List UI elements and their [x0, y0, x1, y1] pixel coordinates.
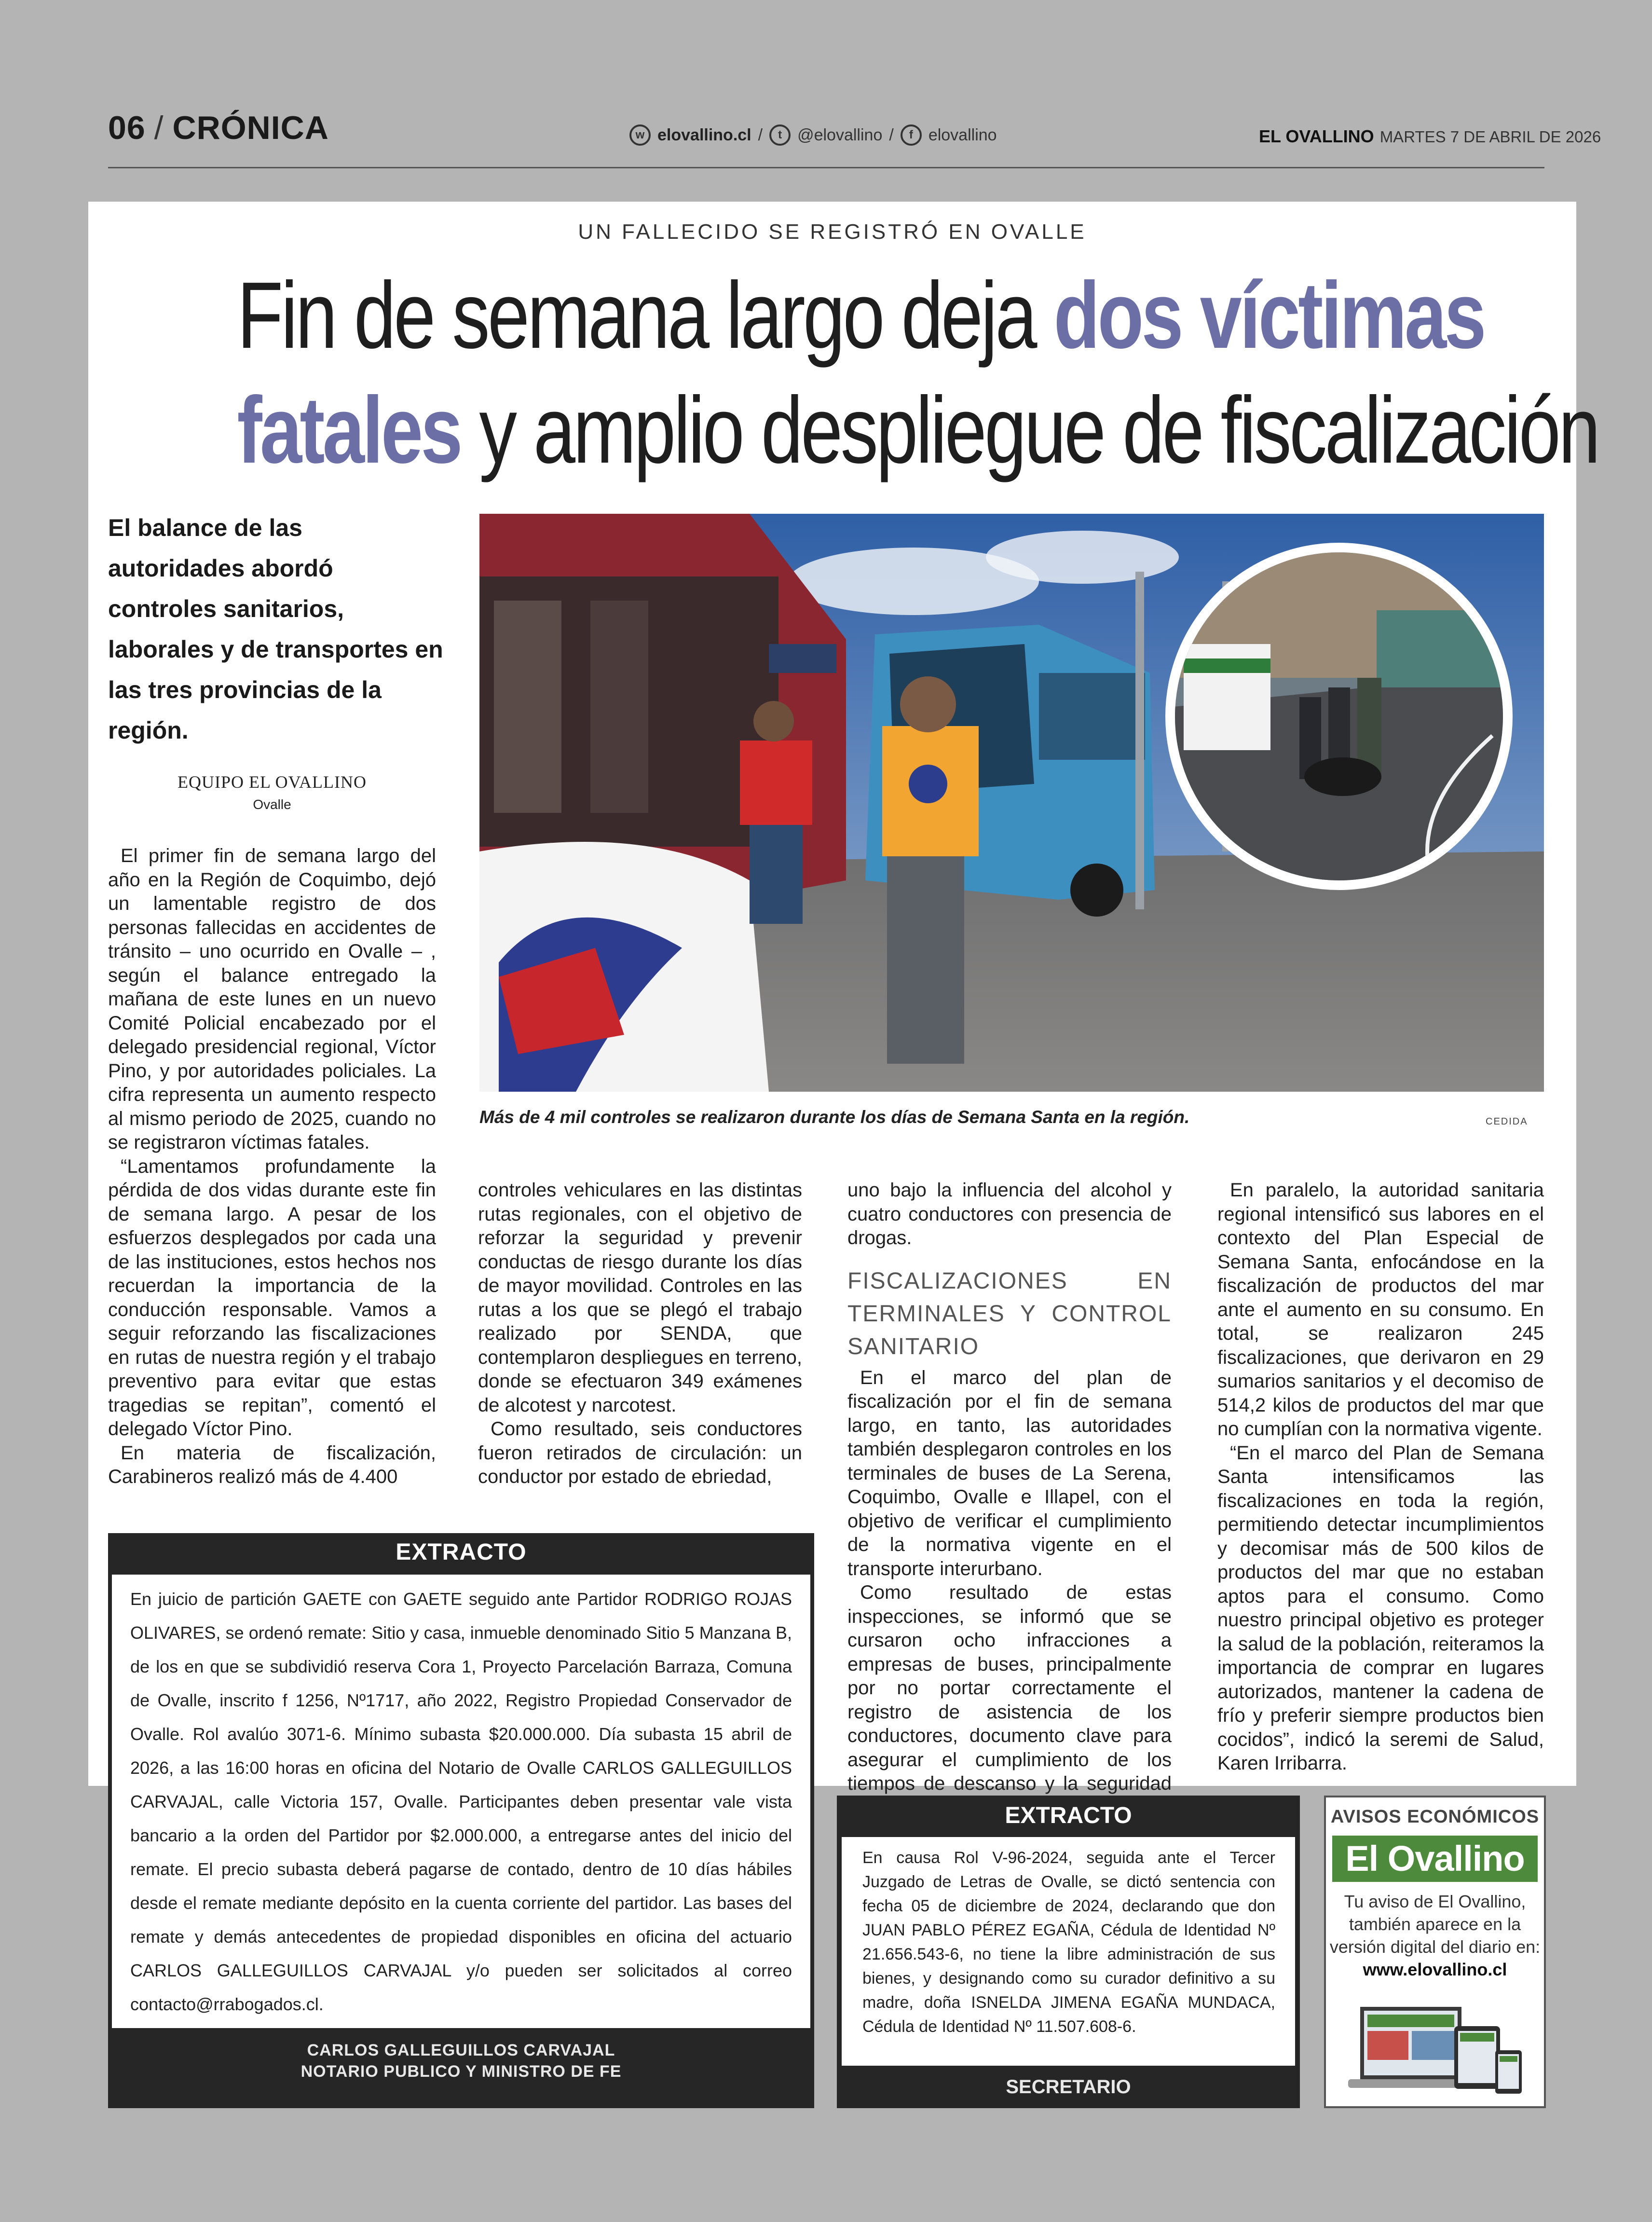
- twitter-handle[interactable]: @elovallino: [797, 125, 883, 144]
- article-column-4: [1217, 1179, 1544, 1776]
- photo-caption: Más de 4 mil controles se realizaron durante los días de Semana Santa en la región.: [479, 1107, 1190, 1127]
- extracto-text: En juicio de partición GAETE con GAETE seguido ante Partidor RODRIGO ROJAS OLIVARES, se ordenó remate: Sitio y casa, inmueble denominado Sitio 5 Manzana B, de los en que se subdividió reserva Cora 1, Proyecto Parcelación Barraza, Comuna de Ovalle, inscrito f 1256, Nº1717, año 2022, Registro Propiedad Conservador de Ovalle. Rol avalúo 3071-6. Mínimo subasta $20.000.000. Día subasta 15 abril de 2026, a las 16:00 horas en oficina del Notario de Ovalle CARLOS GALLEGUILLOS CARVAJAL, calle Victoria 157, Ovalle. Participantes deben presentar vale vista bancario a la orden del Partidor por $2.000.000, a entregarse antes del inicio del remate. El precio subasta deberá pagarse de contado, dentro de 10 días hábiles desde el remate mediante depósito en la cuenta corriente del partidor. Las bases del remate y demás antecedentes de propiedad disponibles en oficina del actuario CARLOS GALLEGUILLOS CARVAJAL y/o pueden ser solicitados al correo contacto@rrabogados.cl.: [130, 1589, 792, 2014]
- facebook-handle[interactable]: elovallino: [928, 125, 997, 144]
- byline-city: Ovalle: [253, 797, 291, 812]
- masthead-date: [1259, 126, 1601, 147]
- twitter-icon: t: [769, 124, 791, 146]
- extracto-signature: CARLOS GALLEGUILLOS CARVAJAL NOTARIO PUBLICO Y MINISTRO DE FE: [300, 2041, 622, 2081]
- page-number: 06: [108, 110, 146, 146]
- paragraph: En el marco del plan de fiscalización por el fin de semana largo, en tanto, las autoridades también desplegaron controles en los terminales de buses de La Serena, Coquimbo, Ovalle e Illapel, con el objetivo de verificar el cumplimiento de la normativa vigente en el transporte interurbano.: [847, 1367, 1172, 1579]
- extracto-text: En causa Rol V-96-2024, seguida ante el Tercer Juzgado de Letras de Ovalle, se dictó sentencia con fecha 05 de diciembre de 2024, declarando que don JUAN PABLO PÉREZ EGAÑA, Cédula de Identidad Nº 21.656.543-6, no tiene la libre administración de sus bienes, y designando como su curador definitivo a su madre, doña ISNELDA JIMENA EGAÑA MUNDACA, Cédula de Identidad Nº 11.507.608-6.: [862, 1849, 1275, 2036]
- article-subhead: FISCALIZACIONES EN TERMINALES Y CONTROL SANITARIO: [847, 1268, 1172, 1359]
- classifieds-text: Tu aviso de El Ovallino, también aparece en la versión digital del diario en: www.elovallino.cl: [1329, 1892, 1541, 1979]
- paragraph: uno bajo la influencia del alcohol y cuatro conductores con presencia de drogas.: [847, 1180, 1172, 1248]
- byline: EQUIPO EL OVALLINO: [177, 772, 367, 792]
- paragraph: “En el marco del Plan de Semana Santa intensificamos las fiscalizaciones en toda la región, permitiendo detectar incumplimientos y decomisar más de 500 kilos de productos del mar que no estaban aptos para el consumo. Como nuestro principal objetivo es proteger la salud de la población, reiteramos la importancia de comprar en lugares autorizados, mantener la cadena de frío y preferir siempre productos bien cocidos”, indicó la seremi de Salud, Karen Irribarra.: [1217, 1442, 1544, 1774]
- paragraph: El primer fin de semana largo del año en la Región de Coquimbo, dejó un lamentable registro de dos personas fallecidas en accidentes de tránsito – uno ocurrido en Ovalle – , según el balance entregado la mañana de este lunes en un nuevo Comité Policial encabezado por el delegado presidencial regional, Víctor Pino, y por autoridades policiales. La cifra representa un aumento respecto al mismo periodo de 2025, cuando no se registraron víctimas fatales.: [108, 845, 436, 1153]
- devices-illustration: [1338, 1997, 1531, 2099]
- classifieds-title: AVISOS ECONÓMICOS: [1330, 1807, 1540, 1827]
- facebook-icon: f: [901, 124, 922, 146]
- globe-icon: w: [629, 124, 651, 146]
- article-column-1: [108, 844, 436, 1489]
- paragraph: controles vehiculares en las distintas rutas regionales, con el objetivo de reforzar la seguridad y prevenir conductas de riesgo durante los días de mayor movilidad. Controles en las rutas a los que se plegó el trabajo realizado por SENDA, que contemplaron despliegues en terreno, donde se efectuaron 349 exámenes de alcotest y narcotest.: [478, 1180, 802, 1416]
- social-links: w elovallino.cl / t @elovallino / f elovallino: [629, 124, 997, 146]
- paragraph: Como resultado de estas inspecciones, se informó que se cursaron ocho infracciones a empresas de buses, principalmente por no portar correctamente el registro de asistencia de los conductores, documento clave para asegurar el cumplimiento de los tiempos de descanso y la seguridad: [847, 1582, 1172, 1794]
- article-lede: El balance de las autoridades abordó controles sanitarios, laborales y de transportes en las tres provincias de la región.: [108, 514, 443, 744]
- classifieds-url[interactable]: www.elovallino.cl: [1363, 1960, 1507, 1979]
- paragraph: “Lamentamos profundamente la pérdida de dos vidas durante este fin de semana largo. A pesar de los esfuerzos desplegados por cada una de las instituciones, estos hechos nos recuerdan la importancia de la conducción responsable. Vamos a seguir reforzando las fiscalizaciones en rutas de nuestra región y el trabajo preventivo para evitar que estas tragedias se repitan”, comentó el delegado Víctor Pino.: [108, 1155, 436, 1440]
- photo-credit: CEDIDA: [1486, 1116, 1528, 1127]
- article-kicker: UN FALLECIDO SE REGISTRÓ EN OVALLE: [578, 220, 1087, 244]
- extracto-title: EXTRACTO: [1005, 1803, 1132, 1828]
- article-column-2: [478, 1179, 802, 1489]
- article-headline: Fin de semana largo deja dos víctimas fatales y amplio despliegue de fiscalización: [237, 262, 1598, 483]
- article-column-3: [847, 1179, 1172, 1820]
- website-link[interactable]: elovallino.cl: [657, 125, 751, 144]
- extracto-title: EXTRACTO: [396, 1539, 527, 1565]
- photo-illustration: [479, 514, 1544, 1092]
- classifieds-brand-logo: El Ovallino: [1332, 1836, 1538, 1882]
- paragraph: En paralelo, la autoridad sanitaria regional intensificó sus labores en el contexto del Plan Especial de Semana Santa, enfocándose en la fiscalización de productos del mar ante el aumento en su consumo. En total, se realizaron 245 fiscalizaciones, que derivaron en 29 sumarios sanitarios y el decomiso de 514,2 kilos de productos del mar que no cumplían con la normativa vigente.: [1217, 1180, 1544, 1440]
- paragraph: En materia de fiscalización, Carabineros realizó más de 4.400: [108, 1442, 436, 1487]
- page-header-section: 06 / CRÓNICA: [108, 110, 329, 146]
- devices-icon: [1338, 1997, 1531, 2099]
- header-divider: [108, 167, 1544, 168]
- paragraph: Como resultado, seis conductores fueron retirados de circulación: un conductor por estado de ebriedad,: [478, 1418, 802, 1487]
- extracto-signature: SECRETARIO: [1006, 2076, 1131, 2098]
- brand-name: EL OVALLINO: [1259, 126, 1374, 146]
- issue-date: MARTES 7 DE ABRIL DE 2026: [1379, 128, 1601, 146]
- section-name: CRÓNICA: [172, 110, 329, 146]
- article-photo: [479, 514, 1544, 1092]
